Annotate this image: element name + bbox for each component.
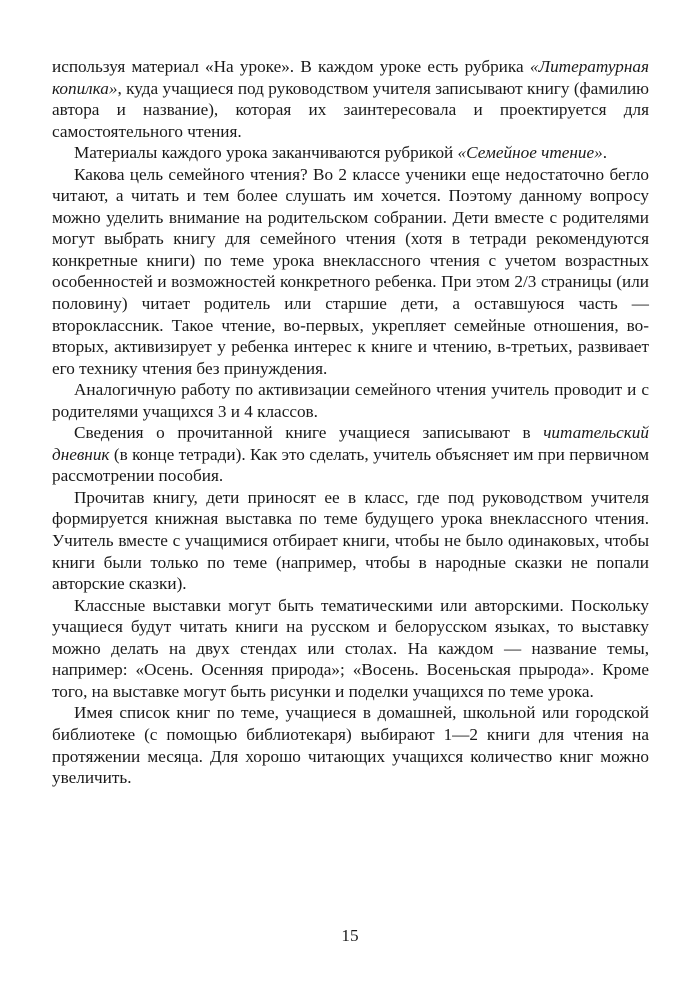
body-text: Классные выставки могут быть тематическими или авторскими. Поскольку учащиеся будут читать книги на русском и белорусском языках, то выставку можно делать на двух стендах или столах. На каждом — название темы, например: «Осень. Осенняя природа»; «Восень. Восеньская прырода». Кроме того, на выставке могут быть рисунки и поделки учащихся по теме урока. — [52, 595, 649, 701]
emphasis-text: «Литературная копилка» — [52, 57, 649, 98]
body-text: используя материал «На уроке». В каждом уроке есть рубрика — [52, 57, 530, 76]
body-text: Материалы каждого урока заканчиваются рубрикой — [74, 143, 458, 163]
body-text: Прочитав книгу, дети приносят ее в класс, где под руководством учителя формируется книжная выставка по теме будущего урока внеклассного чтения. Учитель вместе с учащимися отбирает книги, чтобы не было одинаковых, чтобы книги были только по теме (например, чтобы в народные сказки не попали авторские сказки). — [52, 487, 649, 594]
paragraph — [52, 379, 649, 422]
body-text: (в конце тетради). Как это сделать, учитель объясняет им при первичном рассмотрении пособия. — [52, 444, 649, 486]
paragraph — [52, 56, 649, 142]
emphasis-text: читательский дневник — [52, 423, 649, 464]
paragraph — [52, 422, 649, 487]
paragraph — [52, 164, 649, 379]
paragraph — [52, 702, 649, 788]
body-text: Какова цель семейного чтения? Во 2 классе ученики еще недостаточно бегло читают, а читать и тем более слушать им хочется. Поэтому данному вопросу можно уделить внимание на родительском собрании. Дети вместе с родителями могут выбрать книгу для семейного чтения (хотя в тетради рекомендуются конкретные книги) по теме урока внеклассного чтения с учетом возрастных особенностей и возможностей конкретного ребенка. При этом 2/3 страницы (или половину) читает родитель или старшие дети, а оставшуюся часть — второклассник. Такое чтение, во-первых, укрепляет семейные отношения, во-вторых, активизирует у ребенка интерес к книге и чтению, в-третьих, развивает его технику чтения без принуждения. — [52, 164, 649, 378]
page-number: 15 — [341, 926, 359, 945]
page-body-text — [52, 56, 649, 789]
body-text: . — [602, 143, 608, 163]
body-text: Имея список книг по теме, учащиеся в домашней, школьной или городской библиотеке (с помощью библиотекаря) выбирают 1—2 книги для чтения на протяжении месяца. Для хорошо читающих учащихся количество книг можно увеличить. — [52, 703, 649, 788]
body-text: Аналогичную работу по активизации семейного чтения учитель проводит и с родителями учащихся 3 и 4 классов. — [52, 380, 649, 421]
paragraph — [52, 595, 649, 703]
emphasis-text: «Семейное чтение» — [457, 143, 603, 163]
body-text: Сведения о прочитанной книге учащиеся записывают в — [74, 423, 544, 443]
paragraph — [52, 487, 649, 595]
body-text: , куда учащиеся под руководством учителя записывают книгу (фамилию автора и название), которая их заинтересовала и проектируется для самостоятельного чтения. — [52, 78, 649, 141]
paragraph — [52, 142, 649, 164]
